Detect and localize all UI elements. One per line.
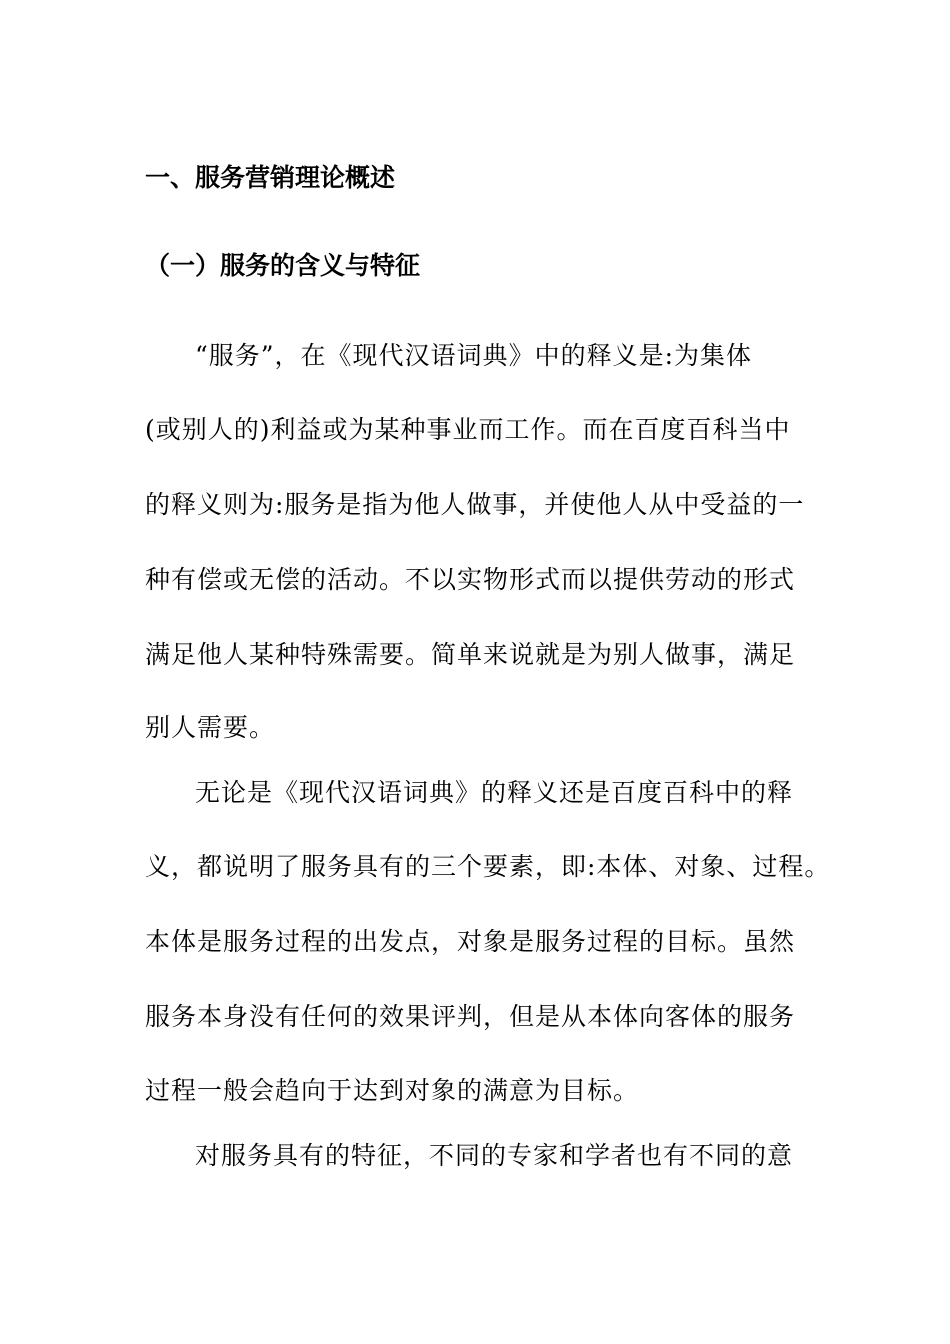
paragraph-line: (或别人的)利益或为某种事业而工作。而在百度百科当中 <box>145 415 791 444</box>
section-heading: 一、服务营销理论概述 <box>145 163 396 192</box>
paragraph-line: 服务本身没有任何的效果评判，但是从本体向客体的服务 <box>145 1002 796 1031</box>
paragraph-line: 别人需要。 <box>145 713 276 742</box>
paragraph-line: 的释义则为:服务是指为他人做事，并使他人从中受益的一 <box>145 490 805 519</box>
subsection-heading: （一）服务的含义与特征 <box>145 251 421 280</box>
paragraph-line: 满足他人某种特殊需要。简单来说就是为别人做事，满足 <box>145 640 796 669</box>
paragraph-line: 本体是服务过程的出发点，对象是服务过程的目标。虽然 <box>145 927 796 956</box>
paragraph-line: 种有偿或无偿的活动。不以实物形式而以提供劳动的形式 <box>145 565 796 594</box>
paragraph-line: 过程一般会趋向于达到对象的满意为目标。 <box>145 1076 640 1105</box>
paragraph-line: “服务”，在《现代汉语词典》中的释义是:为集体 <box>195 341 752 370</box>
paragraph-line: 义，都说明了服务具有的三个要素，即:本体、对象、过程。 <box>145 852 831 881</box>
paragraph-line: 对服务具有的特征，不同的专家和学者也有不同的意 <box>195 1141 794 1170</box>
paragraph-line: 无论是《现代汉语词典》的释义还是百度百科中的释 <box>195 778 794 807</box>
